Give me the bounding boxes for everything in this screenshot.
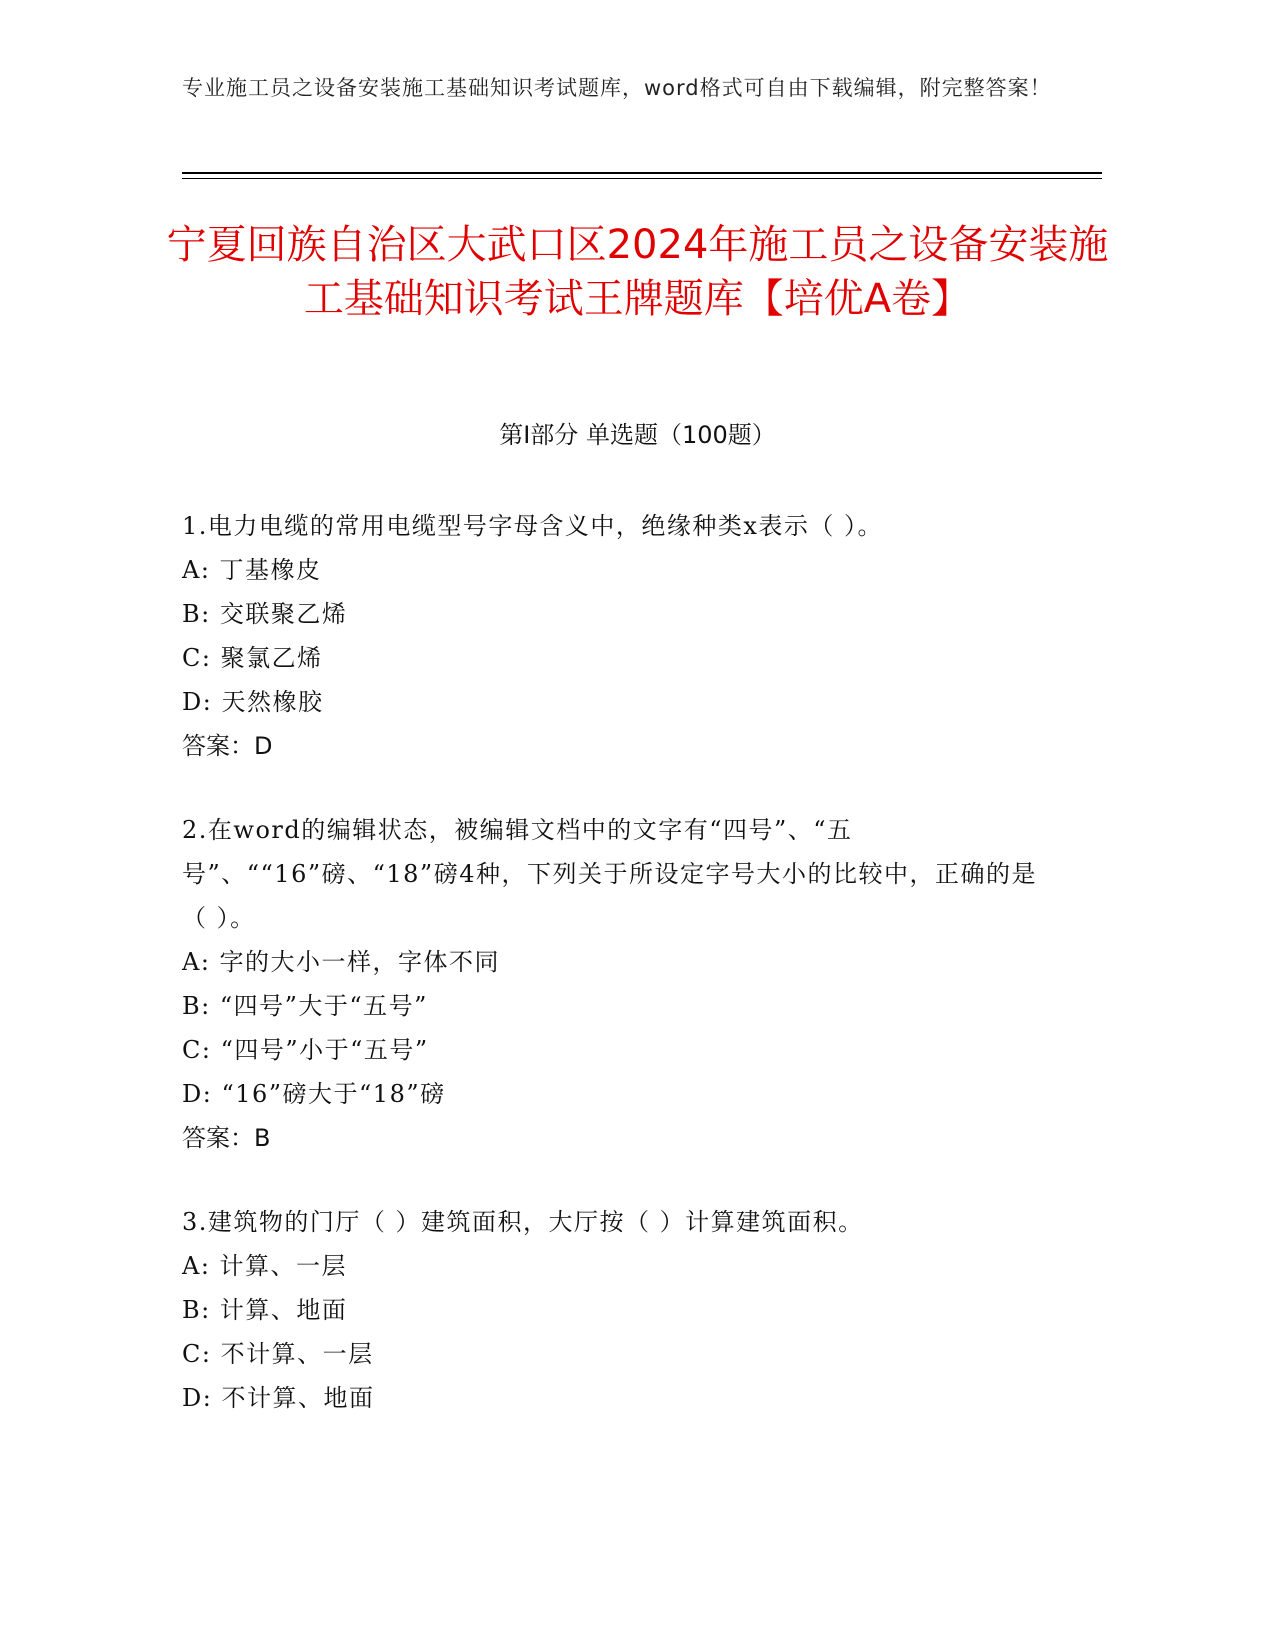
question-2 <box>182 808 1062 1160</box>
question-list <box>182 504 1062 1460</box>
option-d: D: 不计算、地面 <box>182 1384 375 1412</box>
answer: 答案：B <box>182 1124 271 1152</box>
option-d: D: 天然橡胶 <box>182 688 324 716</box>
option-b: B: “四号”大于“五号” <box>182 992 428 1020</box>
answer: 答案：D <box>182 732 273 760</box>
question-1 <box>182 504 1062 768</box>
option-a: A: 丁基橡皮 <box>182 556 322 584</box>
header-divider-thin <box>182 178 1102 179</box>
question-stem: 1.电力电缆的常用电缆型号字母含义中，绝缘种类x表示（ ）。 <box>182 512 884 540</box>
question-stem: 3.建筑物的门厅（ ）建筑面积，大厅按（ ）计算建筑面积。 <box>182 1208 864 1236</box>
option-a: A: 字的大小一样，字体不同 <box>182 948 501 976</box>
option-c: C: “四号”小于“五号” <box>182 1036 429 1064</box>
section-title: 第I部分 单选题（100题） <box>499 421 776 449</box>
header-note: 专业施工员之设备安装施工基础知识考试题库，word格式可自由下载编辑，附完整答案！ <box>182 76 1052 100</box>
question-stem: 2.在word的编辑状态，被编辑文档中的文字有“四号”、“五号”、““16”磅、“18”磅4种，下列关于所设定字号大小的比较中，正确的是（ ）。 <box>182 816 1037 932</box>
option-c: C: 聚氯乙烯 <box>182 644 323 672</box>
option-d: D: “16”磅大于“18”磅 <box>182 1080 446 1108</box>
question-3 <box>182 1200 1062 1420</box>
option-c: C: 不计算、一层 <box>182 1340 374 1368</box>
option-b: B: 计算、地面 <box>182 1296 348 1324</box>
option-b: B: 交联聚乙烯 <box>182 600 348 628</box>
header-divider-thick <box>182 172 1102 174</box>
document-title: 宁夏回族自治区大武口区2024年施工员之设备安装施工基础知识考试王牌题库【培优A卷】 <box>166 222 1109 322</box>
option-a: A: 计算、一层 <box>182 1252 348 1280</box>
